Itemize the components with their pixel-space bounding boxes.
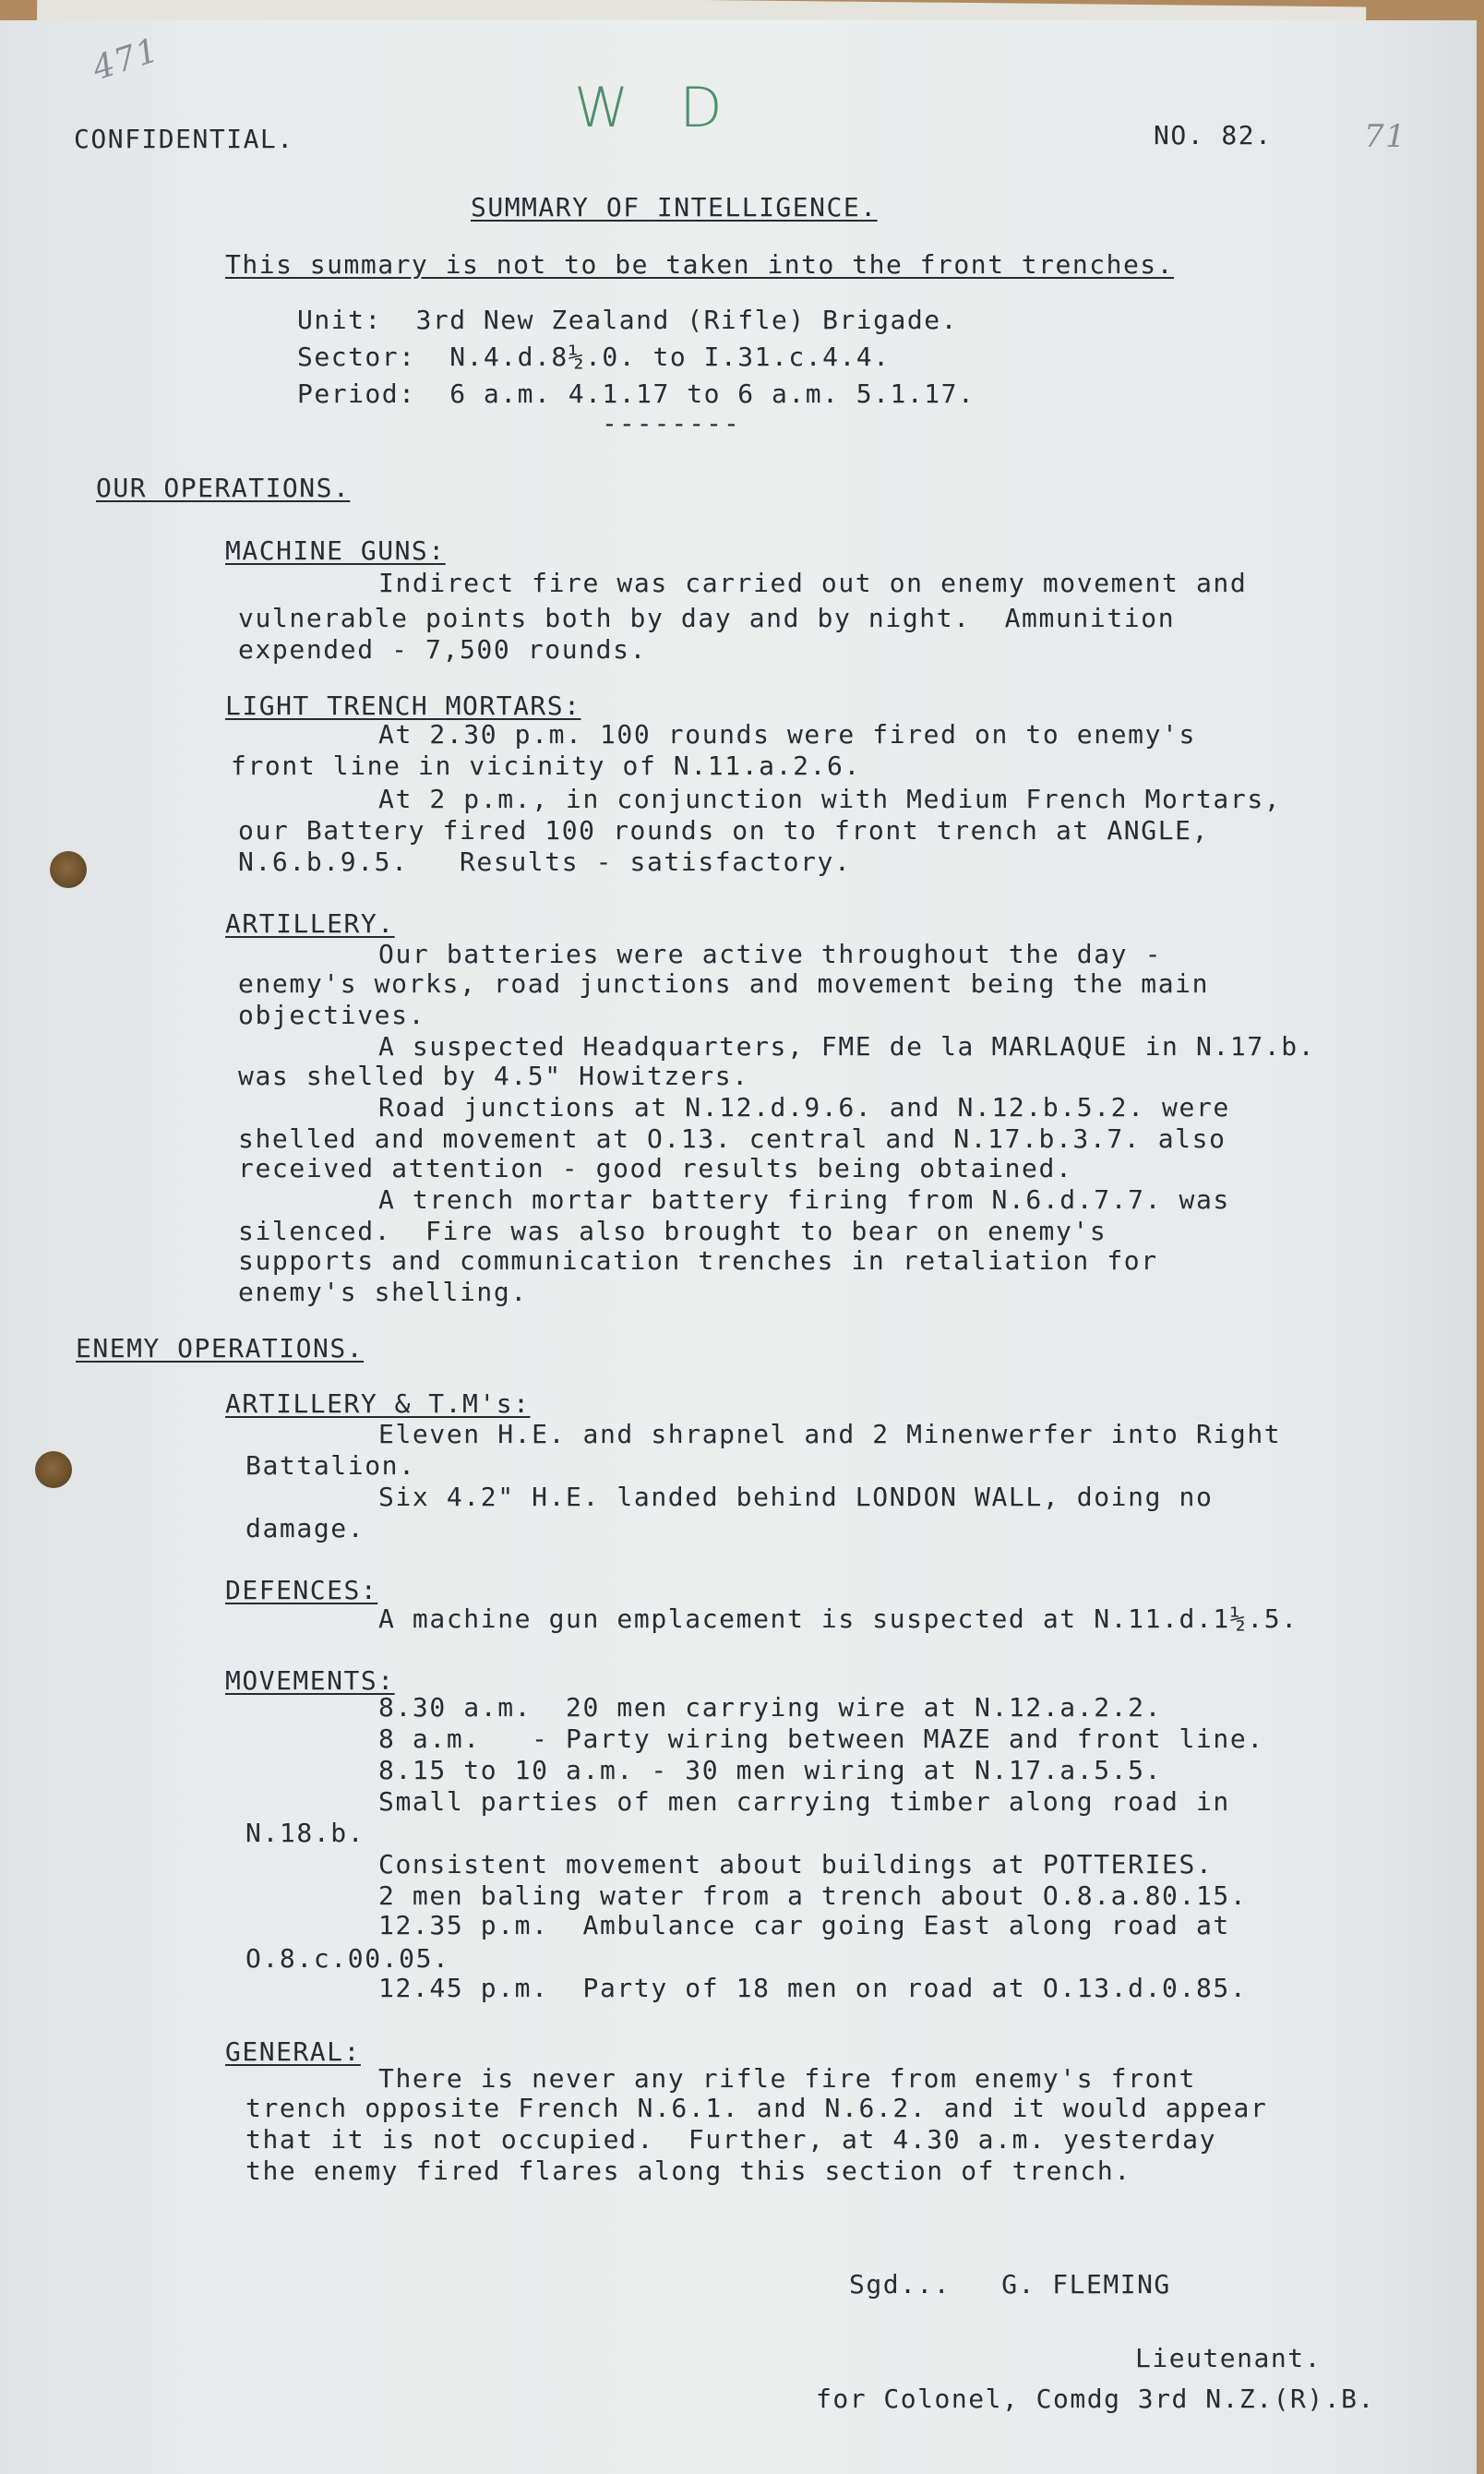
document-number: NO. 82. (1154, 120, 1273, 150)
machine-guns-line: expended - 7,500 rounds. (238, 634, 647, 665)
machine-guns-line: Indirect fire was carried out on enemy movement and (378, 568, 1248, 598)
general-heading: GENERAL: (225, 2036, 361, 2067)
artillery-line: A trench mortar battery firing from N.6.d.7.7. was (378, 1184, 1230, 1215)
movements-line: Consistent movement about buildings at POTTERIES. (378, 1849, 1214, 1880)
enemy-artillery-heading: ARTILLERY & T.M's: (225, 1388, 531, 1419)
enemy-artillery-line: Six 4.2" H.E. landed behind LONDON WALL, doing no (378, 1482, 1214, 1512)
divider-rule: -------- (602, 408, 741, 438)
signature-for-line: for Colonel, Comdg 3rd N.Z.(R).B. (816, 2384, 1375, 2414)
trench-mortars-line: N.6.b.9.5. Results - satisfactory. (238, 847, 852, 877)
defences-line: A machine gun emplacement is suspected at N.11.d.1½.5. (378, 1603, 1298, 1634)
machine-guns-line: vulnerable points both by day and by night. Ammunition (238, 603, 1176, 633)
movements-line: 8.30 a.m. 20 men carrying wire at N.12.a.2.2. (378, 1692, 1163, 1723)
trench-mortars-line: At 2.30 p.m. 100 rounds were fired on to enemy's (378, 719, 1196, 750)
punch-hole-bottom (35, 1451, 72, 1488)
trench-mortars-line: front line in vicinity of N.11.a.2.6. (231, 751, 861, 781)
general-line: There is never any rifle fire from enemy's front (378, 2063, 1196, 2094)
confidential-label: CONFIDENTIAL. (74, 124, 294, 154)
wd-stamp: W D (574, 76, 739, 140)
unit-line: Unit: 3rd New Zealand (Rifle) Brigade. (297, 305, 958, 335)
artillery-line: silenced. Fire was also brought to bear on enemy's (238, 1216, 1107, 1246)
artillery-line: A suspected Headquarters, FME de la MARLAQUE in N.17.b. (378, 1031, 1316, 1062)
movements-line: 12.35 p.m. Ambulance car going East along road at (378, 1910, 1230, 1940)
sector-line: Sector: N.4.d.8½.0. to I.31.c.4.4. (297, 342, 891, 372)
enemy-artillery-line: Eleven H.E. and shrapnel and 2 Minenwerfer into Right (378, 1419, 1282, 1449)
artillery-line: enemy's works, road junctions and movement being the main (238, 968, 1210, 999)
trench-mortars-line: At 2 p.m., in conjunction with Medium French Mortars, (378, 784, 1282, 814)
signature-line: Sgd... G. FLEMING (849, 2269, 1171, 2300)
movements-line: Small parties of men carrying timber along road in (378, 1786, 1230, 1817)
general-line: the enemy fired flares along this section of trench. (245, 2156, 1131, 2186)
artillery-heading: ARTILLERY. (225, 908, 395, 939)
document-page (0, 20, 1477, 2474)
artillery-line: enemy's shelling. (238, 1277, 528, 1307)
general-line: trench opposite French N.6.1. and N.6.2. and it would appear (245, 2093, 1268, 2123)
artillery-line: Our batteries were active throughout the day - (378, 939, 1163, 969)
machine-guns-heading: MACHINE GUNS: (225, 535, 446, 566)
trench-mortars-heading: LIGHT TRENCH MORTARS: (225, 691, 581, 721)
page-number: 71 (1364, 118, 1407, 155)
artillery-line: Road junctions at N.12.d.9.6. and N.12.b.5.2. were (378, 1092, 1230, 1123)
trench-mortars-line: our Battery fired 100 rounds on to front trench at ANGLE, (238, 815, 1210, 846)
enemy-artillery-line: Battalion. (245, 1450, 416, 1481)
defences-heading: DEFENCES: (225, 1575, 378, 1605)
artillery-line: was shelled by 4.5" Howitzers. (238, 1061, 749, 1091)
period-line: Period: 6 a.m. 4.1.17 to 6 a.m. 5.1.17. (297, 378, 975, 409)
artillery-line: received attention - good results being obtained. (238, 1153, 1073, 1183)
movements-line: 8 a.m. - Party wiring between MAZE and front line. (378, 1723, 1264, 1754)
punch-hole-top (50, 851, 87, 888)
artillery-line: shelled and movement at O.13. central and N.17.b.3.7. also (238, 1123, 1227, 1154)
movements-line: 12.45 p.m. Party of 18 men on road at O.13.d.0.85. (378, 1973, 1248, 2003)
document-title: SUMMARY OF INTELLIGENCE. (471, 192, 878, 222)
archive-number: 471 (88, 30, 164, 89)
artillery-line: supports and communication trenches in retaliation for (238, 1245, 1158, 1276)
signature-rank: Lieutenant. (1135, 2343, 1322, 2373)
movements-line: N.18.b. (245, 1818, 365, 1848)
general-line: that it is not occupied. Further, at 4.30 a.m. yesterday (245, 2124, 1217, 2155)
movements-line: 2 men baling water from a trench about O.8.a.80.15. (378, 1880, 1248, 1911)
enemy-artillery-line: damage. (245, 1513, 365, 1543)
artillery-line: objectives. (238, 1000, 426, 1030)
our-operations-heading: OUR OPERATIONS. (96, 473, 351, 503)
movements-line: O.8.c.00.05. (245, 1943, 450, 1974)
notice-line: This summary is not to be taken into the front trenches. (225, 249, 1175, 280)
movements-heading: MOVEMENTS: (225, 1665, 395, 1696)
enemy-operations-heading: ENEMY OPERATIONS. (76, 1333, 365, 1363)
movements-line: 8.15 to 10 a.m. - 30 men wiring at N.17.a.5.5. (378, 1755, 1163, 1785)
